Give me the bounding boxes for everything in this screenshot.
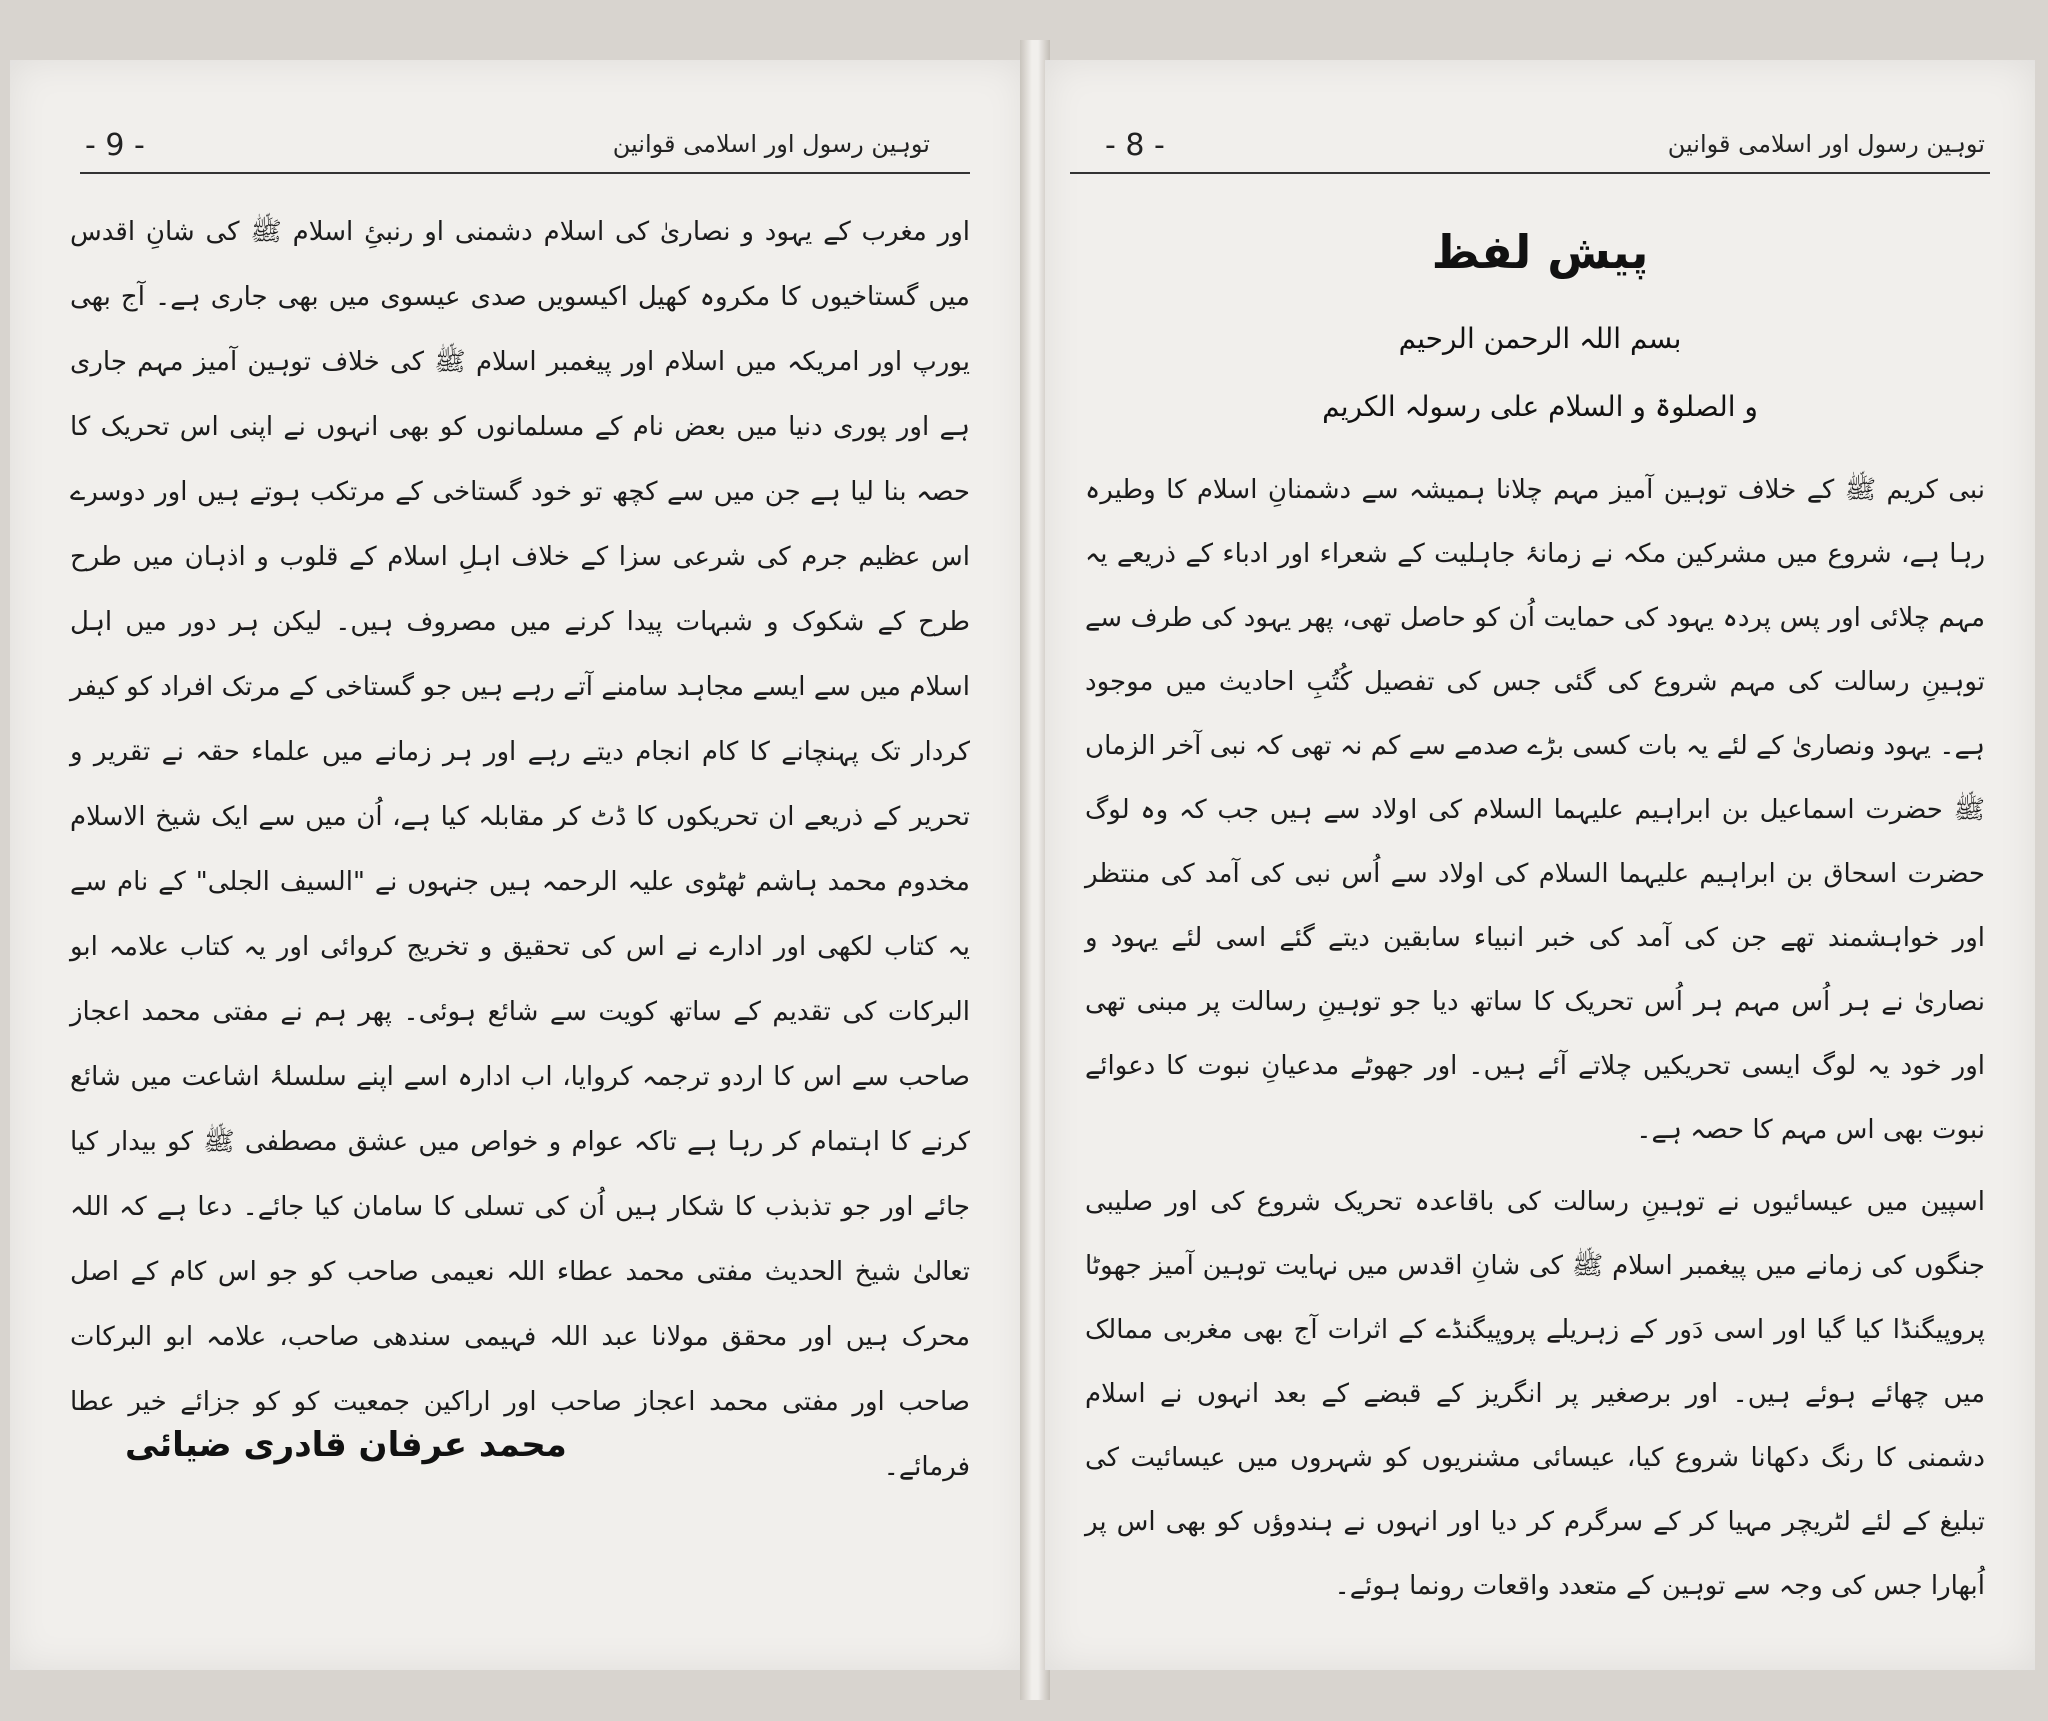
body-text (70, 200, 970, 1500)
signature: محمد عرفان قادری ضیائی (125, 1425, 567, 1465)
bismillah: بسم اللہ الرحمن الرحیم (1398, 322, 1682, 355)
paragraph: اسپین میں عیسائیوں نے توہینِ رسالت کی باقاعدہ تحریک شروع کی اور صلیبی جنگوں کی زمانے میں پیغمبر اسلام ﷺ کی شانِ اقدس میں نہایت توہین آمیز جھوٹا پروپیگنڈا کیا گیا اور اسی دَور کے زہریلے پروپیگنڈے کے اثرات آج بھی مغربی ممالک میں چھائے ہوئے ہیں۔ اور برصغیر پر انگریز کے قبضے کے بعد انہوں نے اسلام دشمنی کا رنگ دکھانا شروع کیا، عیسائی مشنریوں کو شہروں میں عیسائیت کی تبلیغ کے لئے لٹریچر مہیا کر کے سرگرم کر دیا اور انہوں نے ہندوؤں کو بھی اس پر اُبھارا جس کی وجہ سے توہین کے متعدد واقعات رونما ہوئے۔ (1085, 1187, 1985, 1601)
header-rule (1070, 172, 1990, 174)
header-rule (80, 172, 970, 174)
paragraph: اور مغرب کے یہود و نصاریٰ کی اسلام دشمنی او رنبیِٔ اسلام ﷺ کی شانِ اقدس میں گستاخیوں کا مکروہ کھیل اکیسویں صدی عیسوی میں بھی جاری ہے۔ آج بھی یورپ اور امریکہ میں اسلام اور پیغمبر اسلام ﷺ کی خلاف توہین آمیز مہم جاری ہے اور پوری دنیا میں بعض نام کے مسلمانوں کو بھی انہوں نے اپنی اس تحریک کا حصہ بنا لیا ہے جن میں سے کچھ تو خود گستاخی کے مرتکب ہوتے ہیں اور دوسرے اس عظیم جرم کی شرعی سزا کے خلاف اہلِ اسلام کے قلوب و اذہان میں طرح طرح کے شکوک و شبہات پیدا کرنے میں مصروف ہیں۔ لیکن ہر دور میں اہل اسلام میں سے ایسے مجاہد سامنے آتے رہے ہیں جو گستاخی کے مرتک افراد کو کیفر کردار تک پہنچانے کا کام انجام دیتے رہے اور ہر زمانے میں علماء حقہ نے تقریر و تحریر کے ذریعے ان تحریکوں کا ڈٹ کر مقابلہ کیا ہے، اُن میں سے ایک شیخ الاسلام مخدوم محمد ہاشم ٹھٹوی علیہ الرحمہ ہیں جنہوں نے "السیف الجلی" کے نام سے یہ کتاب لکھی اور ادارے نے اس کی تحقیق و تخریج کروائی اور یہ کتاب علامہ ابو البرکات کی تقدیم کے ساتھ کویت سے شائع ہوئی۔ پھر ہم نے مفتی محمد اعجاز صاحب سے اس کا اردو ترجمہ کروایا، اب ادارہ اسے اپنے سلسلۂ اشاعت میں شائع کرنے کا اہتمام کر رہا ہے تاکہ عوام و خواص میں عشق مصطفی ﷺ کو بیدار کیا جائے اور جو تذبذب کا شکار ہیں اُن کی تسلی کا سامان کیا جائے۔ دعا ہے کہ اللہ تعالیٰ شیخ الحدیث مفتی محمد عطاء اللہ نعیمی صاحب کو جو اس کام کے اصل محرک ہیں اور محقق مولانا عبد اللہ فہیمی سندھی صاحب، علامہ ابو البرکات صاحب اور مفتی محمد اعجاز صاحب اور اراکین جمعیت کو کو جزائے خیر عطا فرمائے۔ (70, 217, 970, 1482)
page-number: - 8 - (1105, 128, 1165, 163)
body-text (1085, 458, 1985, 1618)
left-page (10, 60, 1025, 1670)
paragraph: نبی کریم ﷺ کے خلاف توہین آمیز مہم چلانا ہمیشہ سے دشمنانِ اسلام کا وطیرہ رہا ہے، شروع میں مشرکین مکہ نے زمانۂ جاہلیت کے شعراء اور ادباء کے ذریعے یہ مہم چلائی اور پس پردہ یہود کی حمایت اُن کو حاصل تھی، پھر یہود کی طرف سے توہینِ رسالت کی مہم شروع کی گئی جس کی تفصیل کُتُبِ احادیث میں موجود ہے۔ یہود ونصاریٰ کے لئے یہ بات کسی بڑے صدمے سے کم نہ تھی کہ نبی آخر الزماں ﷺ حضرت اسماعیل بن ابراہیم علیہما السلام کی اولاد سے ہیں جب کہ وہ لوگ حضرت اسحاق بن ابراہیم علیہما السلام کی اولاد سے اُس نبی کی آمد کی منتظر اور خواہشمند تھے جن کی آمد کی خبر انبیاء سابقین دیتے گئے اسی لئے یہود و نصاریٰ نے ہر اُس مہم ہر اُس تحریک کا ساتھ دیا جو توہینِ رسالت پر مبنی تھی اور خود یہ لوگ ایسی تحریکیں چلاتے آئے ہیں۔ اور جھوٹے مدعیانِ نبوت کا دعوائے نبوت بھی اس مہم کا حصہ ہے۔ (1085, 475, 1985, 1145)
running-head: توہین رسول اور اسلامی قوانین (612, 130, 930, 158)
running-head: توہین رسول اور اسلامی قوانین (1667, 130, 1985, 158)
page-title: پیش لفظ (1431, 225, 1649, 279)
page-number: - 9 - (85, 128, 145, 163)
salutation: و الصلوۃ و السلام علی رسولہ الکریم (1322, 390, 1758, 423)
right-page (1045, 60, 2035, 1670)
